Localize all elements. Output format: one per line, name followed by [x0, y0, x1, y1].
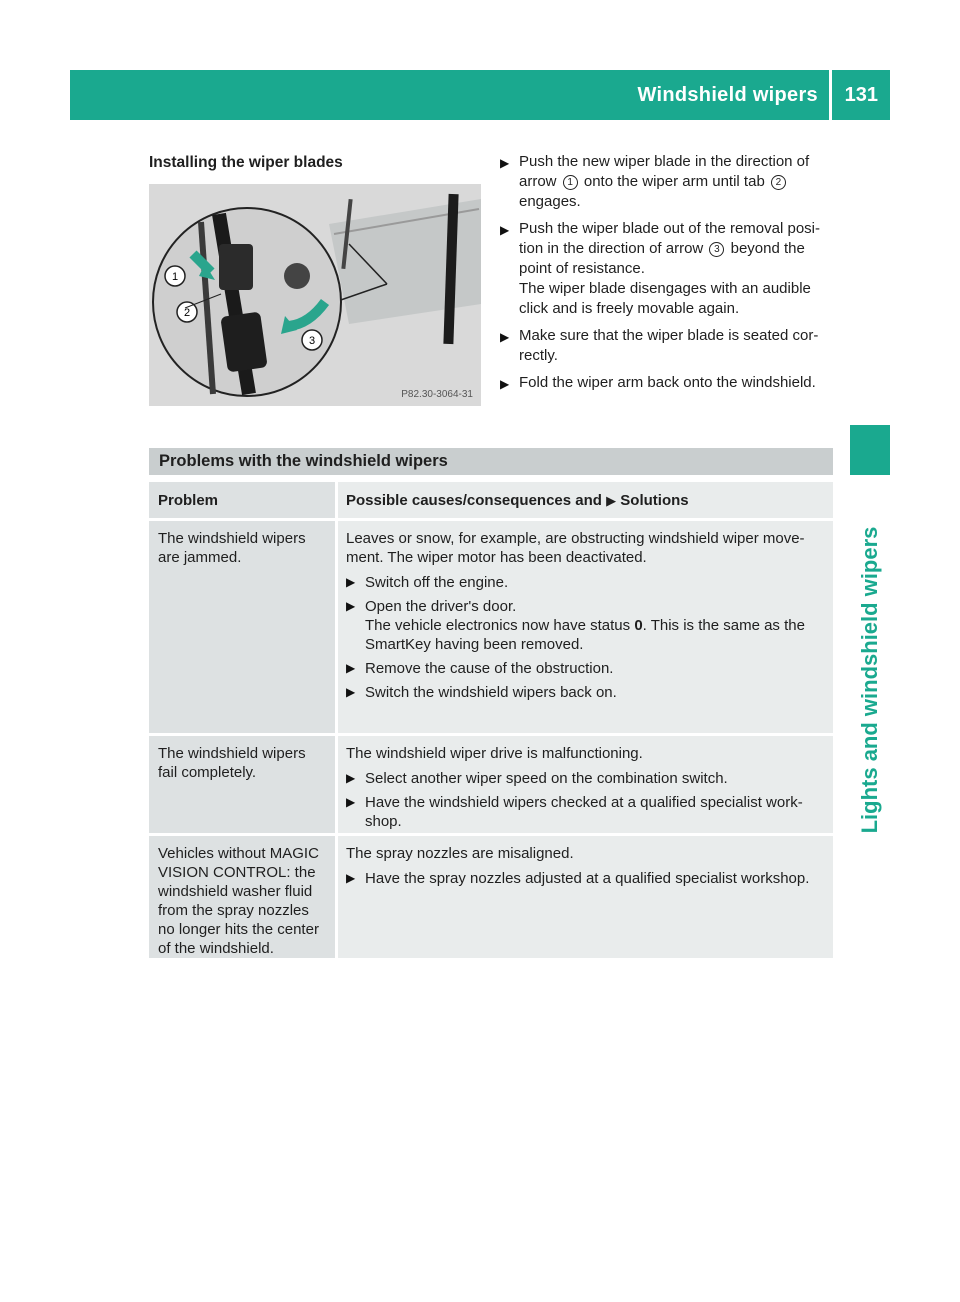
solution-step-text: Select another wiper speed on the combination switch.: [365, 770, 728, 787]
callout-ref-2: 2: [771, 175, 786, 190]
problem-cell: The windshield wipers are jammed.: [149, 521, 335, 733]
step-arrow-icon: ▶: [500, 377, 510, 391]
cause-text: The spray nozzles are misaligned.: [346, 845, 574, 862]
solution-step: [346, 683, 827, 702]
step-arrow-icon: ▶: [346, 871, 356, 885]
wiper-illustration-svg: [149, 184, 481, 406]
col-header-problem: Problem: [149, 482, 335, 518]
install-step-1-text-c: engages.: [519, 193, 581, 210]
step-arrow-icon: ▶: [346, 685, 356, 699]
install-step-1: [500, 152, 840, 212]
install-step-4-text: Fold the wiper arm back onto the windshield.: [519, 374, 816, 391]
callout-3: 3: [308, 335, 316, 347]
status-value: 0: [634, 617, 643, 634]
solution-step-text: Have the spray nozzles adjusted at a qualified specialist workshop.: [365, 870, 810, 887]
header-title: Windshield wipers: [637, 84, 818, 106]
step-arrow-icon: ▶: [346, 575, 356, 589]
wiper-blade-illustration: [149, 184, 481, 406]
problem-cell: The windshield wipers fail completely.: [149, 736, 335, 833]
callout-1: 1: [171, 271, 179, 283]
step-arrow-icon: ▶: [500, 330, 510, 344]
step-arrow-icon: ▶: [346, 771, 356, 785]
problems-table: [149, 482, 833, 961]
install-step-3-text: Make sure that the wiper blade is seated cor- rectly.: [519, 327, 819, 364]
solution-step-text: Open the driver's door. The vehicle electronics now have status: [365, 598, 631, 634]
installing-steps: [500, 152, 840, 401]
install-step-2-text-b: beyond the point of resistance. The wiper blade disengages with an audible click and is freely movable again.: [519, 240, 811, 317]
step-arrow-icon: ▶: [500, 156, 510, 170]
page-header: [70, 70, 890, 120]
solution-step: [346, 659, 827, 678]
figure-code: P82.30-3064-31: [401, 389, 473, 400]
solution-step: [346, 597, 827, 654]
step-arrow-icon: ▶: [500, 223, 510, 237]
install-step-2-text-a: Push the wiper blade out of the removal posi- tion in the direction of arrow: [519, 220, 821, 257]
page-number: 131: [844, 84, 878, 106]
problem-cell: Vehicles without MAGIC VISION CONTROL: the windshield washer fluid from the spray nozzles no longer hits the center of the windshield.: [149, 836, 335, 958]
solutions-arrow-icon: ▶: [606, 493, 617, 508]
callout-ref-1: 1: [563, 175, 578, 190]
step-arrow-icon: ▶: [346, 661, 356, 675]
install-step-1-text-a: Push the new wiper blade in the direction of arrow: [519, 153, 810, 190]
install-step-3: [500, 326, 840, 366]
side-tab-label: Lights and windshield wipers: [857, 526, 882, 834]
installing-heading: Installing the wiper blades: [149, 154, 343, 171]
callout-ref-3: 3: [709, 242, 724, 257]
callout-2: 2: [183, 307, 191, 319]
cause-text: The windshield wiper drive is malfunctioning.: [346, 745, 643, 762]
table-row: [149, 736, 833, 833]
solution-step-text: Switch off the engine.: [365, 574, 509, 591]
solution-step: [346, 869, 827, 888]
side-tab-marker: [850, 425, 890, 475]
solution-cell: [338, 521, 833, 733]
table-row: [149, 836, 833, 958]
header-divider: [829, 70, 832, 120]
step-arrow-icon: ▶: [346, 599, 356, 613]
step-arrow-icon: ▶: [346, 795, 356, 809]
solution-step-text-after: . This is the same as the SmartKey having been removed.: [365, 617, 805, 653]
table-header-row: [149, 482, 833, 518]
solution-step: [346, 793, 827, 831]
solution-step-text: Remove the cause of the obstruction.: [365, 660, 614, 677]
solution-cell: [338, 736, 833, 833]
col-header-solutions-text: Possible causes/consequences and: [346, 492, 607, 509]
install-step-4: [500, 373, 840, 394]
table-row: [149, 521, 833, 733]
solution-cell: [338, 836, 833, 958]
problems-heading: Problems with the windshield wipers: [149, 448, 833, 475]
solution-step-text: Have the windshield wipers checked at a qualified specialist work- shop.: [365, 794, 803, 830]
install-step-2: [500, 219, 840, 319]
solution-step: [346, 769, 827, 788]
solution-step-text: Switch the windshield wipers back on.: [365, 684, 617, 701]
cause-text: Leaves or snow, for example, are obstructing windshield wiper move- ment. The wiper motor has been deactivated.: [346, 530, 805, 566]
solution-step: [346, 573, 827, 592]
col-header-solutions-label: Solutions: [616, 492, 689, 509]
col-header-solutions: [338, 482, 833, 518]
install-step-1-text-b: onto the wiper arm until tab: [579, 173, 769, 190]
